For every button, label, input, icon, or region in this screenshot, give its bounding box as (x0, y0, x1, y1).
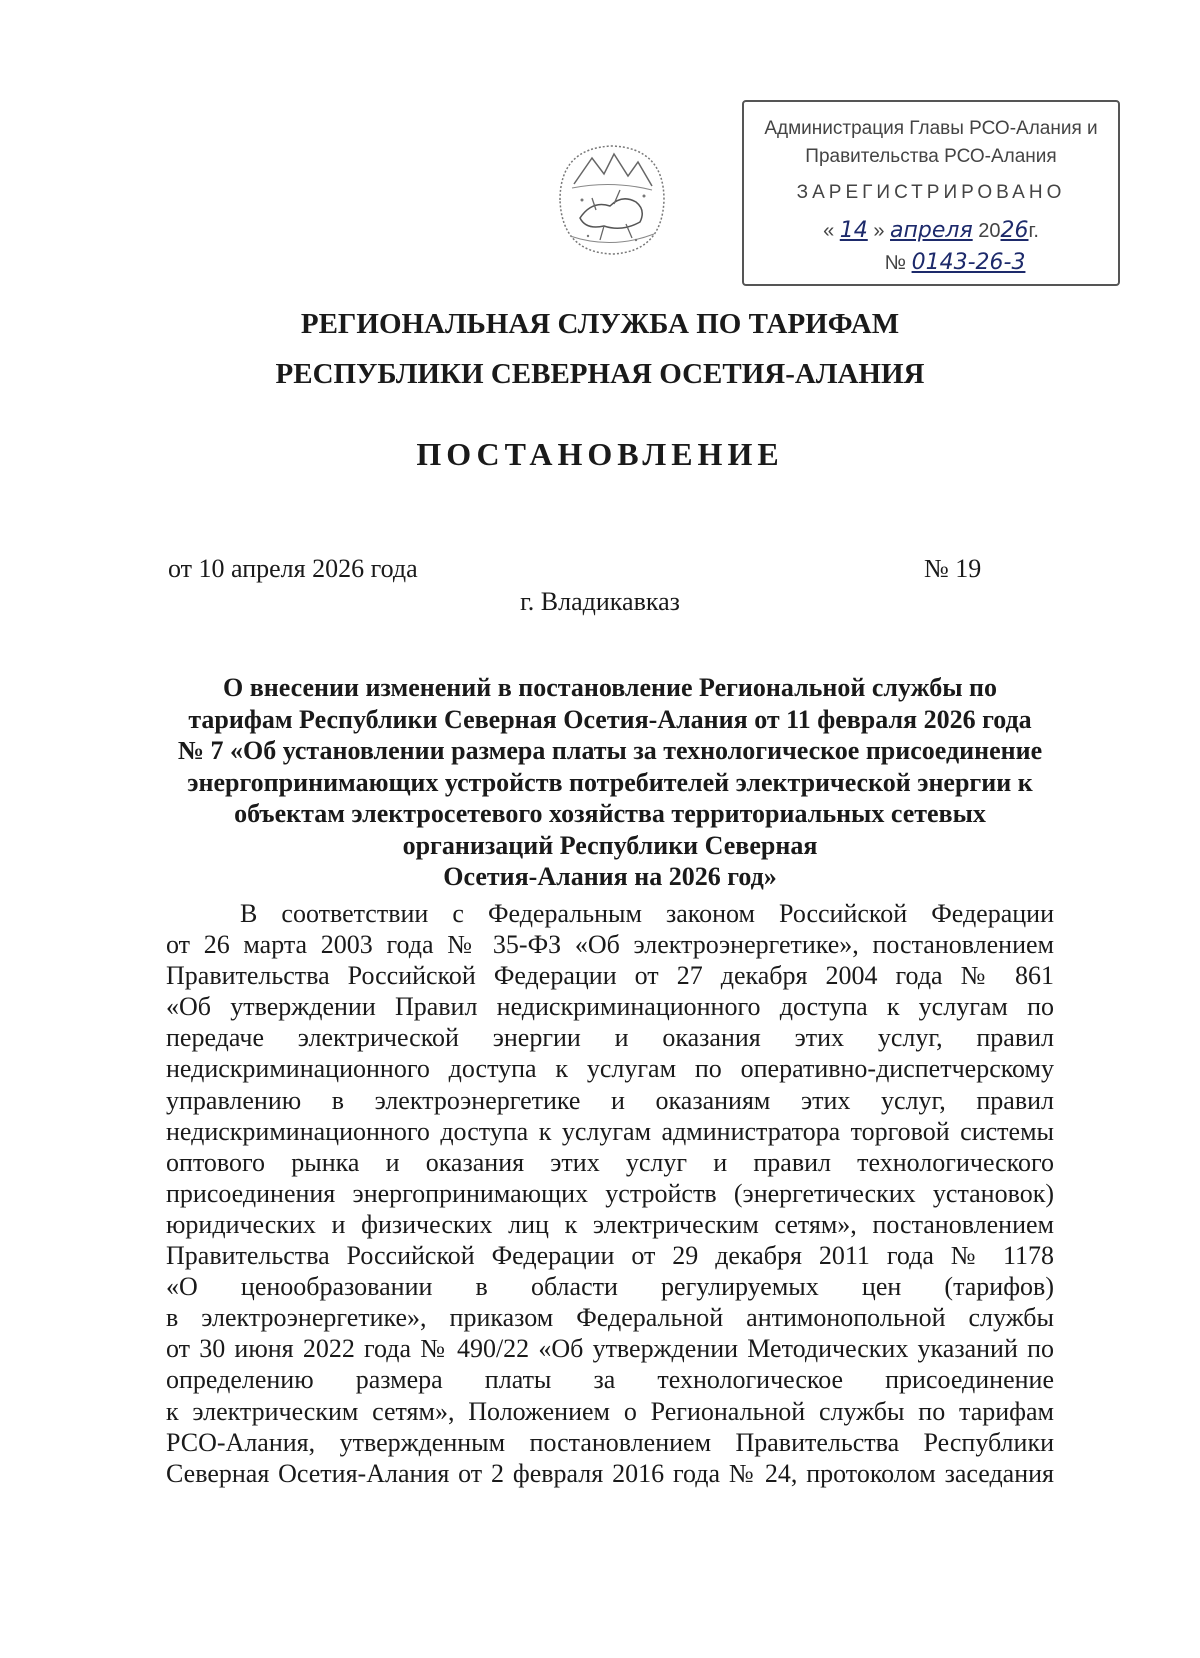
title-line: № 7 «Об установлении размера платы за технологическое присоединение (177, 736, 1043, 765)
title-line: Осетия-Алания на 2026 год» (443, 862, 777, 891)
document-date: от 10 апреля 2026 года (168, 554, 418, 583)
document-title (160, 672, 1060, 893)
body-line: к электрическим сетям», Положением о Региональной службы по тарифам (166, 1396, 1054, 1426)
stamp-date-suffix: г. (1028, 220, 1039, 242)
body-line: присоединения энергопринимающих устройств (энергетических установок) (166, 1178, 1054, 1208)
body-line: передаче электрической энергии и оказания этих услуг, правил (166, 1023, 1054, 1053)
stamp-number: 0143-26-3 (911, 250, 1026, 275)
document-number: № 19 (924, 554, 982, 583)
body-line: РСО-Алания, утвержденным постановлением Правительства Республики (166, 1427, 1054, 1457)
body-line: Северная Осетия-Алания от 2 февраля 2016 года № 24, протоколом заседания (166, 1458, 1054, 1488)
body-line: В соответствии с Федеральным законом Российской Федерации (240, 899, 1054, 928)
body-line: Правительства Российской Федерации от 29 декабря 2011 года № 1178 (166, 1241, 1054, 1271)
stamp-date-open: « (823, 220, 835, 242)
title-line: энергопринимающих устройств потребителей электрической энергии к (187, 767, 1033, 797)
stamp-date-day: 14 (839, 218, 868, 243)
title-line: объектам электросетевого хозяйства территориальных сетевых (234, 799, 986, 828)
title-line: организаций Республики Северная (402, 830, 818, 860)
org-name-line-2: РЕСПУБЛИКИ СЕВЕРНАЯ ОСЕТИЯ-АЛАНИЯ (275, 358, 925, 390)
stamp-line-1: Администрация Главы РСО-Алания и (764, 118, 1098, 139)
body-line: «О ценообразовании в области регулируемых цен (тарифов) (166, 1272, 1054, 1302)
body-line: недискриминационного доступа к услугам администратора торговой системы (166, 1116, 1054, 1146)
stamp-date-year-prefix: 20 (978, 220, 1001, 242)
stamp-date-month: апреля (890, 218, 973, 243)
body-line: «Об утверждении Правил недискриминационного доступа к услугам по (166, 992, 1054, 1022)
body-line: юридических и физических лиц к электрическим сетям», постановлением (166, 1209, 1054, 1239)
title-line: тарифам Республики Северная Осетия-Алания от 11 февраля 2026 года (188, 704, 1032, 734)
stamp-date (744, 218, 1118, 243)
coat-of-arms-icon (552, 140, 672, 258)
body-line: определению размера платы за технологическое присоединение (166, 1365, 1054, 1395)
stamp-registered: ЗАРЕГИСТРИРОВАНО (796, 182, 1066, 203)
org-name-line-1: РЕГИОНАЛЬНАЯ СЛУЖБА ПО ТАРИФАМ (300, 308, 900, 340)
body-line: в электроэнергетике», приказом Федеральной антимонопольной службы (166, 1303, 1054, 1333)
body-line: оптового рынка и оказания этих услуг и правил технологического (166, 1147, 1054, 1177)
body-line: Правительства Российской Федерации от 27 декабря 2004 года № 861 (166, 961, 1054, 991)
registration-stamp (742, 100, 1120, 286)
stamp-line-2: Правительства РСО-Алания (805, 146, 1057, 167)
document-body (166, 898, 1054, 1489)
body-line: недискриминационного доступа к услугам по оперативно-диспетчерскому (166, 1054, 1054, 1084)
document-city: г. Владикавказ (520, 587, 680, 616)
stamp-number-line (744, 250, 1118, 275)
title-line: О внесении изменений в постановление Региональной службы по (223, 673, 997, 702)
stamp-date-year: 26 (1000, 218, 1029, 243)
document-type: ПОСТАНОВЛЕНИЕ (416, 436, 784, 472)
body-line: от 30 июня 2022 года № 490/22 «Об утверждении Методических указаний по (166, 1334, 1054, 1364)
stamp-number-label: № (884, 252, 907, 274)
body-line: управлению в электроэнергетике и оказаниям этих услуг, правил (166, 1085, 1054, 1115)
body-line: от 26 марта 2003 года № 35-ФЗ «Об электроэнергетике», постановлением (166, 930, 1054, 960)
stamp-date-close: » (873, 220, 885, 242)
